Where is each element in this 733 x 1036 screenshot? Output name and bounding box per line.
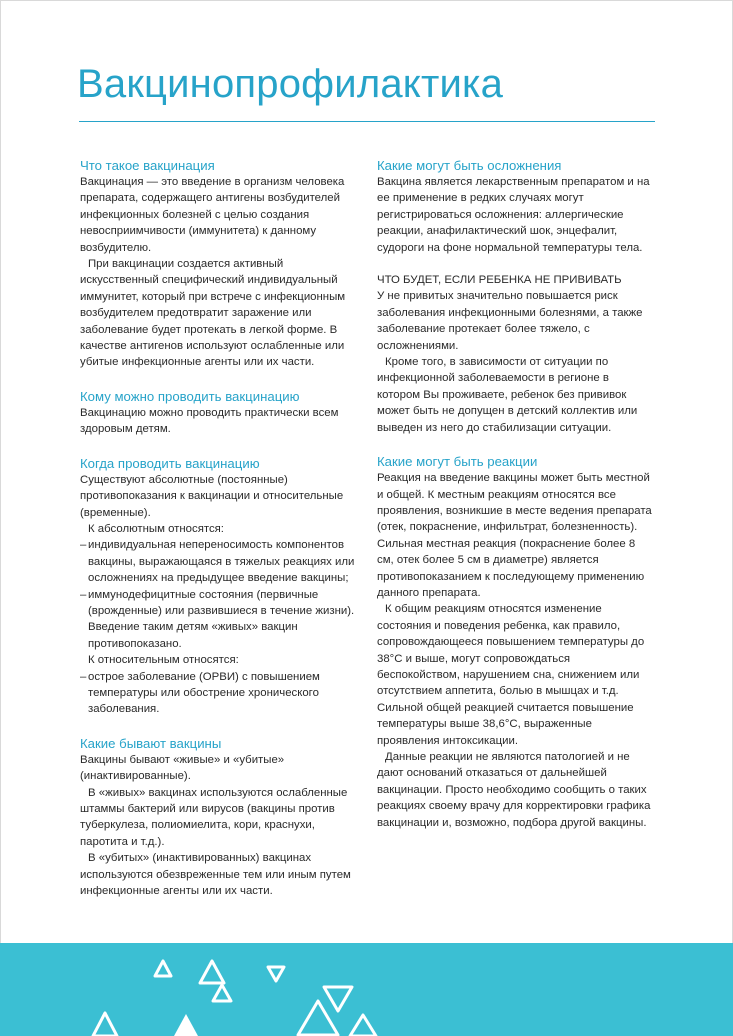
- section-heading-who-can-be-vaccinated: Кому можно проводить вакцинацию: [80, 388, 300, 404]
- footer-band: [0, 943, 733, 1036]
- paragraph: Вакцины бывают «живые» и «убитые» (инактивированные).: [80, 753, 285, 783]
- list-item: – иммунодефицитные состояния (первичные (врожденные) или развившиеся в течение жизни). Введение таким детям «живых» вакцин противопоказано.: [80, 588, 355, 650]
- paragraph: У не привитых значительно повышается риск заболевания инфекционными болезнями, а также заболевание протекает более тяжело, с осложнениями.: [377, 290, 643, 352]
- paragraph: Вакцинацию можно проводить практически всем здоровым детям.: [80, 406, 339, 436]
- title-divider: [79, 121, 655, 122]
- paragraph: Существуют абсолютные (постоянные) противопоказания к вакцинации и относительные (временные).: [80, 473, 344, 519]
- section-heading-when-to-vaccinate: Когда проводить вакцинацию: [80, 455, 260, 471]
- triangle-pattern-decoration: [0, 943, 733, 1036]
- paragraph: Данные реакции не являются патологией и не дают оснований отказаться от дальнейшей вакцинации. Просто необходимо сообщить о таких реакциях своему врачу для корректировки графика вакцинации и, возможно, подбора другой вакцины.: [377, 751, 651, 829]
- list-label-relative: К относительным относятся:: [88, 654, 239, 667]
- paragraph: При вакцинации создается активный искусственный специфический индивидуальный иммунитет, который при встрече с инфекционным возбудителем предотвратит заражение или заболевание будет протекать в легкой форме. В качестве антигенов используют ослабленные или убитые инфекционные агенты или их части.: [80, 258, 346, 369]
- paragraph: В «живых» вакцинах используются ослабленные штаммы бактерий или вирусов (вакцины против туберкулеза, полиомиелита, кори, краснухи, паротита и т.д.).: [80, 786, 348, 848]
- right-column: [377, 157, 655, 831]
- paragraph: Кроме того, в зависимости от ситуации по инфекционной заболеваемости в регионе в котором Вы проживаете, ребенок без прививок может быть не допущен в детский коллектив или выведен из него до стабилизации ситуации.: [377, 356, 638, 434]
- left-column: [80, 157, 361, 899]
- section-heading-what-is-vaccination: Что такое вакцинация: [80, 158, 215, 173]
- paragraph: Вакцина является лекарственным препаратом и на ее применение в редких случаях могут регистрироваться осложнения: аллергические реакции, анафилактический шок, энцефалит, судороги на фоне нормальной температуры тела.: [377, 176, 650, 254]
- section-heading-vaccine-types: Какие бывают вакцины: [80, 735, 222, 751]
- section-heading-no-vaccination: ЧТО БУДЕТ, ЕСЛИ РЕБЕНКА НЕ ПРИВИВАТЬ: [377, 274, 622, 287]
- paragraph: Вакцинация — это введение в организм человека препарата, содержащего антигены возбудителей инфекционных болезней с целью создания невосприимчивости (иммунитета) к данному возбудителю.: [80, 176, 345, 254]
- paragraph: К общим реакциям относятся изменение состояния и поведения ребенка, как правило, сопровождающееся повышением температуры до 38°С и выше, могут сопровождаться беспокойством, нарушением сна, снижением или отсутствием аппетита, болью в мышцах и т.д. Сильной общей реакцией считается повышение температуры выше 38,6°С, выраженные проявления интоксикации.: [377, 603, 645, 747]
- paragraph: Реакция на введение вакцины может быть местной и общей. К местным реакциям относятся все проявления, возникшие в месте ведения препарата (отек, покраснение, инфильтрат, болезненность). Сильная местная реакция (покраснение более 8 см, отек более 5 см в диаметре) является противопоказанием к последующему применению данного препарата.: [377, 472, 652, 599]
- page-title: Вакцинопрофилактика: [77, 62, 504, 106]
- paragraph: В «убитых» (инактивированных) вакцинах используются обезвреженные тем или иным путем инфекционные агенты или их части.: [80, 852, 351, 898]
- section-heading-reactions: Какие могут быть реакции: [377, 454, 538, 470]
- list-label-absolute: К абсолютным относятся:: [88, 522, 224, 535]
- list-item: – индивидуальная непереносимость компонентов вакцины, выражающаяся в тяжелых реакциях или осложнениях на предыдущее введение вакцины;: [80, 539, 355, 585]
- list-item: – острое заболевание (ОРВИ) с повышением температуры или обострение хронического заболевания.: [80, 670, 320, 716]
- section-heading-complications: Какие могут быть осложнения: [377, 158, 562, 173]
